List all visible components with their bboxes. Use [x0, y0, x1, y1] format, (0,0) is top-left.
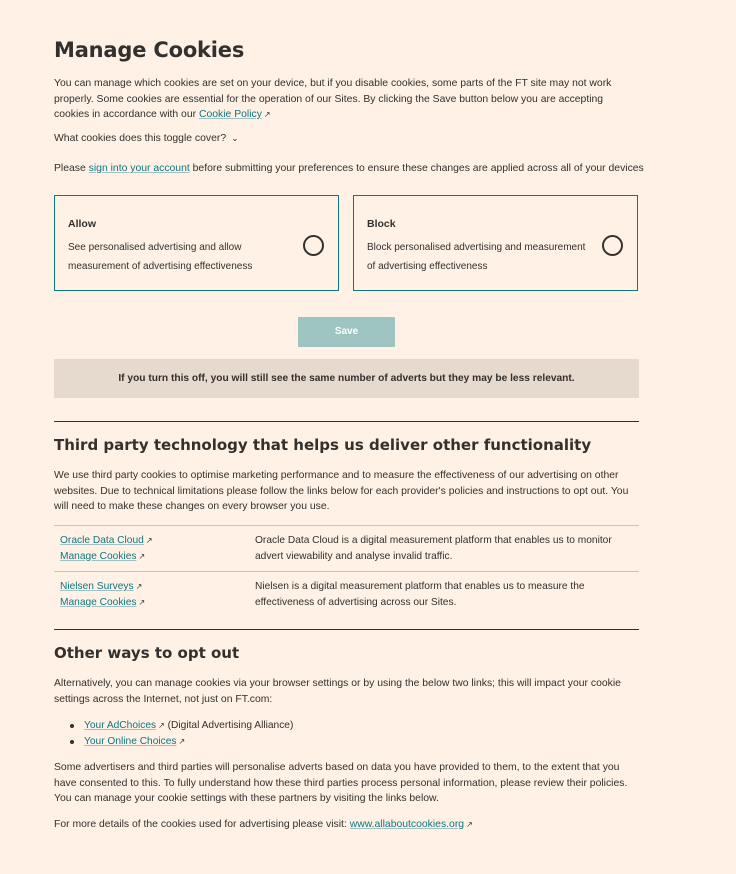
- cookie-policy-link[interactable]: Cookie Policy: [198, 109, 262, 120]
- list-item: [70, 734, 293, 750]
- toggle-question-label: What cookies does this toggle cover?: [54, 133, 227, 144]
- chevron-down-icon: ⌄: [231, 133, 239, 143]
- save-button[interactable]: Save: [298, 317, 395, 347]
- more-details-copy: For more details of the cookies used for advertising please visit:: [54, 819, 350, 830]
- oracle-manage-cookies-link[interactable]: Manage Cookies: [60, 550, 137, 562]
- third-party-heading: Third party technology that helps us deliver other functionality: [54, 436, 592, 454]
- adchoices-link[interactable]: Your AdChoices: [84, 720, 157, 731]
- provider-nielsen-links: [60, 579, 145, 610]
- signin-after: before submitting your preferences to ensure these changes are applied across all of your devices: [189, 163, 644, 174]
- oracle-data-cloud-link[interactable]: Oracle Data Cloud: [60, 535, 144, 546]
- oracle-desc: Oracle Data Cloud is a digital measurement platform that enables us to monitor advert viewability and analyse invalid traffic.: [255, 535, 612, 562]
- divider: [54, 571, 639, 572]
- allow-radio[interactable]: [303, 235, 324, 256]
- partners-text: Some advertisers and third parties will personalise adverts based on data you have provided to them, to the extent that you have consented to this. To fully understand how these third parties process personal information, please review their policies. You can manage your cookie settings with these partners by visiting the links below.: [54, 762, 628, 804]
- nielsen-desc: Nielsen is a digital measurement platform that enables us to measure the effectiveness of advertising across our Sites.: [255, 581, 585, 608]
- provider-oracle-links: [60, 533, 153, 564]
- page-title: Manage Cookies: [54, 38, 245, 62]
- more-details-text: [54, 817, 639, 833]
- signin-text: [54, 161, 654, 177]
- external-link-icon: ↗: [178, 736, 186, 746]
- list-item: [70, 718, 293, 734]
- external-link-icon: ↗: [135, 582, 143, 591]
- third-party-text: We use third party cookies to optimise marketing performance and to measure the effectiveness of our advertising on other websites. Due to technical limitations please follow the links below for each provider's policies and instructions to opt out. You will need to make these changes on every browser you use.: [54, 470, 629, 512]
- adchoices-suffix: (Digital Advertising Alliance): [164, 720, 294, 731]
- block-option[interactable]: [353, 195, 638, 291]
- other-ways-text: Alternatively, you can manage cookies via your browser settings or by using the below two links; this will impact your cookie settings across the Internet, not just on FT.com:: [54, 678, 621, 705]
- block-title: Block: [367, 218, 396, 230]
- external-link-icon: ↗: [138, 551, 146, 561]
- external-link-icon: ↗: [466, 820, 473, 829]
- nielsen-manage-cookies-link[interactable]: Manage Cookies: [60, 596, 137, 608]
- online-choices-link[interactable]: Your Online Choices: [84, 735, 177, 747]
- opt-out-list: [70, 718, 293, 749]
- signin-link[interactable]: sign into your account: [88, 163, 190, 174]
- external-link-icon: ↗: [145, 536, 153, 545]
- other-ways-heading: Other ways to opt out: [54, 644, 240, 662]
- allow-desc: See personalised advertising and allow measurement of advertising effectiveness: [68, 242, 253, 272]
- block-desc: Block personalised advertising and measurement of advertising effectiveness: [367, 242, 586, 272]
- divider: [54, 421, 639, 422]
- divider: [54, 525, 639, 526]
- external-link-icon: ↗: [158, 721, 165, 730]
- toggle-question[interactable]: [54, 133, 239, 144]
- intro-text: [54, 76, 639, 123]
- nielsen-surveys-link[interactable]: Nielsen Surveys: [60, 581, 134, 592]
- relevance-notice: If you turn this off, you will still see the same number of adverts but they may be less relevant.: [54, 359, 639, 398]
- allaboutcookies-link[interactable]: www.allaboutcookies.org: [349, 819, 465, 830]
- external-link-icon: ↗: [138, 597, 146, 607]
- intro-copy: You can manage which cookies are set on your device, but if you disable cookies, some parts of the FT site may not work properly. Some cookies are essential for the operation of our Sites. By clicking the Save button below you are accepting cookies in accordance with our: [54, 78, 612, 120]
- block-radio[interactable]: [602, 235, 623, 256]
- signin-before: Please: [54, 163, 89, 174]
- external-link-icon: ↗: [263, 110, 271, 119]
- allow-option[interactable]: [54, 195, 339, 291]
- divider: [54, 629, 639, 630]
- allow-title: Allow: [68, 218, 96, 230]
